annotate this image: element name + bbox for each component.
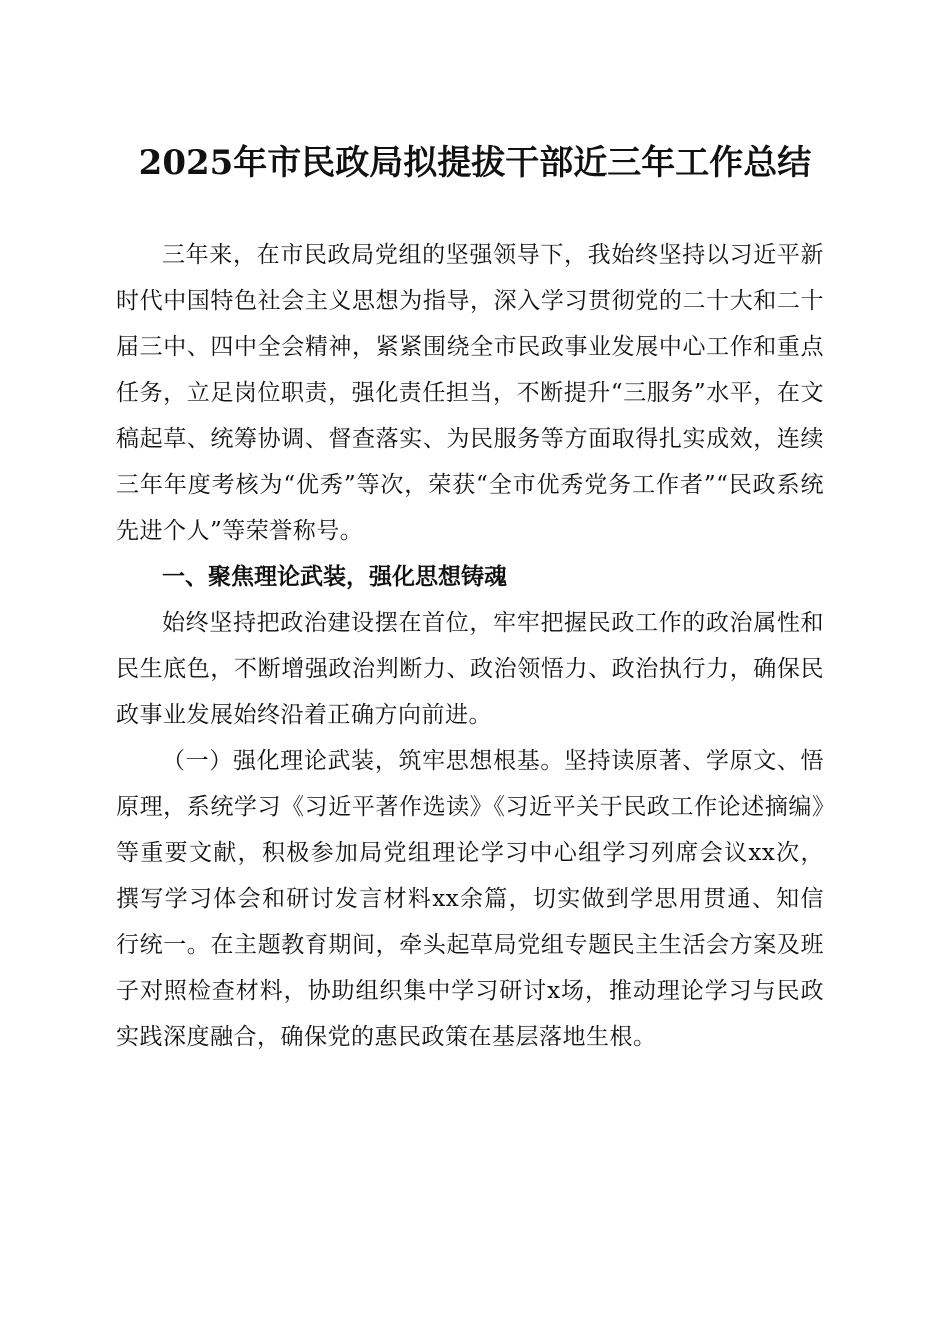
subsection-1-paragraph — [116, 738, 824, 1060]
document-body — [116, 232, 824, 1060]
subsection-1-text: 坚持读原著、学原文、悟原理，系统学习《习近平著作选读》《习近平关于民政工作论述摘编》等重要文献，积极参加局党组理论学习中心组学习列席会议xx次，撰写学习体会和研讨发言材料xx余篇，切实做到学思用贯通、知信行统一。在主题教育期间，牵头起草局党组专题民主生活会方案及班子对照检查材料，协助组织集中学习研讨x场，推动理论学习与民政实践深度融合，确保党的惠民政策在基层落地生根。 — [116, 748, 825, 1050]
intro-paragraph: 三年来，在市民政局党组的坚强领导下，我始终坚持以习近平新时代中国特色社会主义思想为指导，深入学习贯彻党的二十大和二十届三中、四中全会精神，紧紧围绕全市民政事业发展中心工作和重点任务，立足岗位职责，强化责任担当，不断提升“三服务”水平，在文稿起草、统筹协调、督查落实、为民服务等方面取得扎实成效，连续三年年度考核为“优秀”等次，荣获“全市优秀党务工作者”“民政系统先进个人”等荣誉称号。 — [116, 242, 824, 544]
section-1-paragraph: 始终坚持把政治建设摆在首位，牢牢把握民政工作的政治属性和民生底色，不断增强政治判断力、政治领悟力、政治执行力，确保民政事业发展始终沿着正确方向前进。 — [116, 610, 824, 728]
document-title: 2025年市民政局拟提拔干部近三年工作总结 — [138, 143, 812, 183]
subsection-1-lead: （一）强化理论武装，筑牢思想根基。 — [162, 748, 565, 774]
section-heading-1: 一、聚焦理论武装，强化思想铸魂 — [162, 564, 507, 590]
